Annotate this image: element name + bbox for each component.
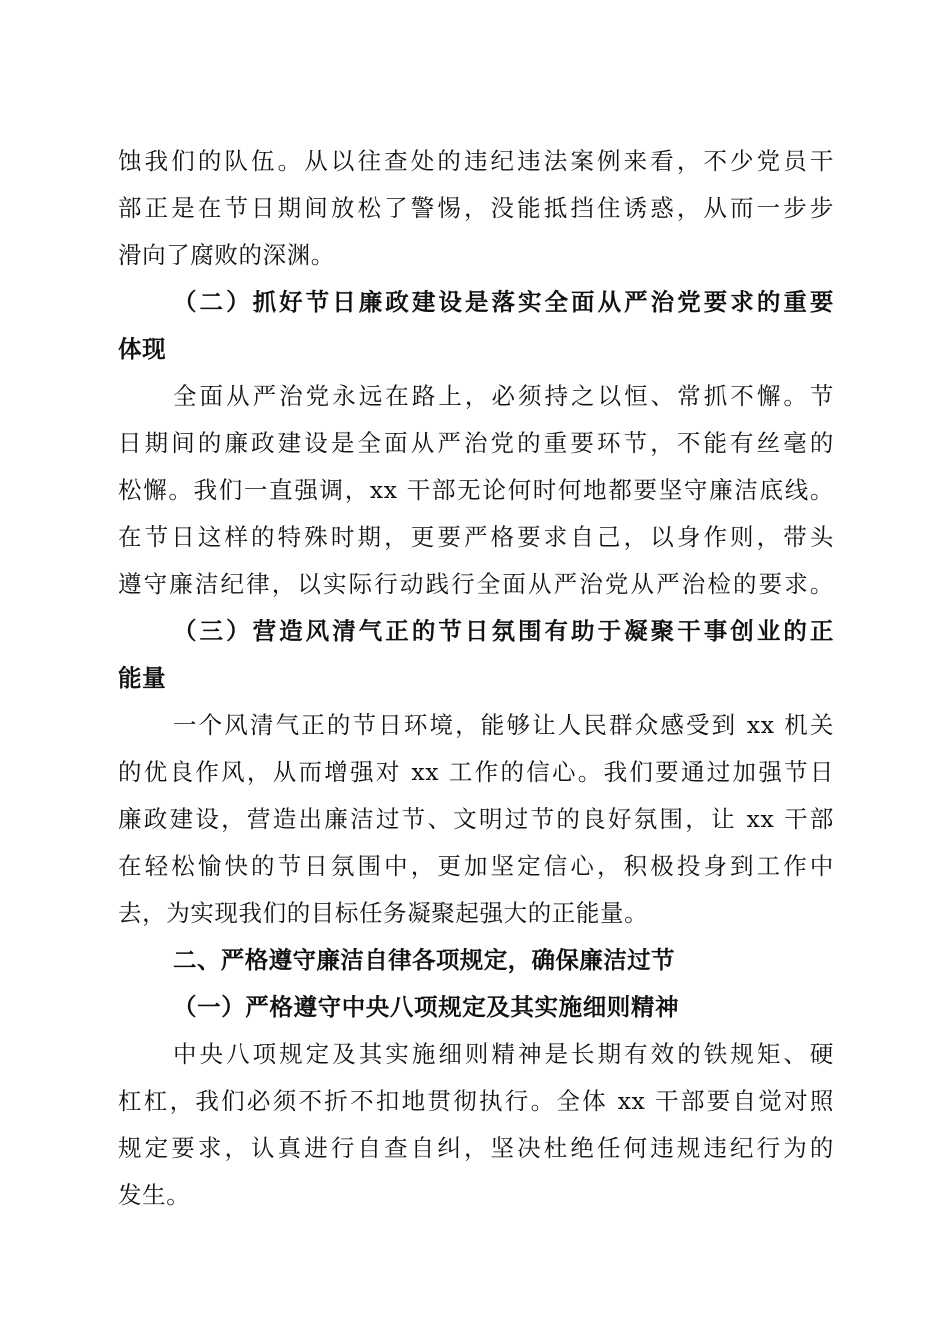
paragraph-line: 中央八项规定及其实施细则精神是长期有效的铁规矩、硬 [173,1040,834,1068]
document-page [118,138,834,1219]
subheading-line: （三）营造风清气正的节日氛围有助于凝聚干事创业的正 [173,617,834,645]
paragraph-line: 去，为实现我们的目标任务凝聚起强大的正能量。 [118,899,649,927]
paragraph-line: 部正是在节日期间放松了警惕，没能抵挡住诱惑，从而一步步 [118,194,834,222]
paragraph-line: 发生。 [118,1181,191,1209]
paragraph-line: 的优良作风，从而增强对 xx 工作的信心。我们要通过加强节日 [118,758,834,786]
paragraph-line: 松懈。我们一直强调，xx 干部无论何时何地都要坚守廉洁底线。 [118,476,834,504]
subheading-line: （一）严格遵守中央八项规定及其实施细则精神 [173,993,680,1021]
paragraph-line: 在节日这样的特殊时期，更要严格要求自己，以身作则，带头 [118,523,834,551]
paragraph-line: 规定要求，认真进行自查自纠，坚决杜绝任何违规违纪行为的 [118,1134,834,1162]
subheading-line: 能量 [118,664,167,692]
paragraph-line: 遵守廉洁纪律，以实际行动践行全面从严治党从严治检的要求。 [118,570,834,598]
paragraph-line: 在轻松愉快的节日氛围中，更加坚定信心，积极投身到工作中 [118,852,834,880]
section-heading: 二、严格遵守廉洁自律各项规定，确保廉洁过节 [173,946,675,974]
paragraph-line: 滑向了腐败的深渊。 [118,241,335,269]
subheading-line: 体现 [118,335,167,363]
paragraph-line: 日期间的廉政建设是全面从严治党的重要环节，不能有丝毫的 [118,429,834,457]
paragraph-line: 廉政建设，营造出廉洁过节、文明过节的良好氛围，让 xx 干部 [118,805,834,833]
paragraph-line: 一个风清气正的节日环境，能够让人民群众感受到 xx 机关 [173,711,834,739]
subheading-line: （二）抓好节日廉政建设是落实全面从严治党要求的重要 [173,288,834,316]
paragraph-line: 杠杠，我们必须不折不扣地贯彻执行。全体 xx 干部要自觉对照 [118,1087,834,1115]
paragraph-line: 蚀我们的队伍。从以往查处的违纪违法案例来看，不少党员干 [118,147,834,175]
paragraph-line: 全面从严治党永远在路上，必须持之以恒、常抓不懈。节 [173,382,834,410]
